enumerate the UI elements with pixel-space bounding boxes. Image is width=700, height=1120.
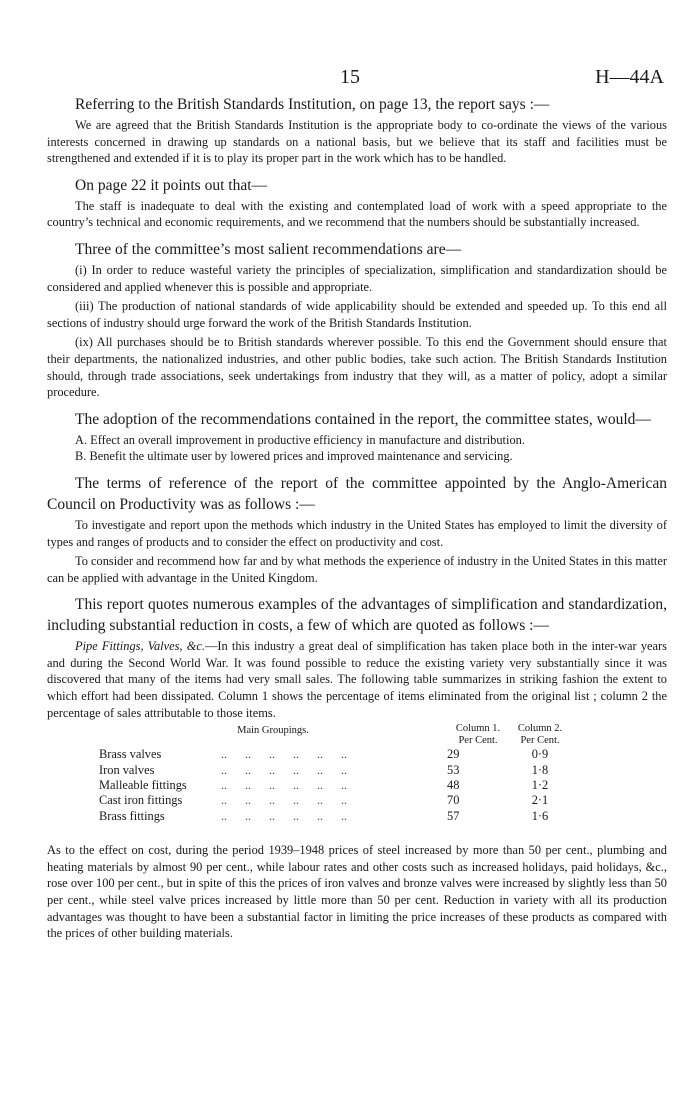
quoted-paragraph: To consider and recommend how far and by what methods the experience of industry in the United States in this matter can be applied with advantage in the United Kingdom. xyxy=(47,554,667,585)
column-1-value: 48 xyxy=(447,778,460,793)
header-main-groupings: Main Groupings. xyxy=(237,725,309,737)
column-1-value: 70 xyxy=(447,793,460,808)
leader-dots: .. .. .. .. .. .. xyxy=(221,808,347,823)
closing-paragraph: As to the effect on cost, during the period 1939–1948 prices of steel increased by more than 50 per cent., plumbing and heating materials by almost 90 per cent., while labour rates and other costs such as increased holidays, paid holidays, &c., rose over 100 per cent., but in spite of this the prices of iron valves and bronze valves were increased by slightly less than 50 per cent., while steel valve prices increased by little more than 50 per cent. Reduction in variety with all its production advantages was thought to have been a substantial factor in limiting the price increases of these products as compared with the prices of other building materials. xyxy=(47,843,667,941)
row-label: Malleable fittings xyxy=(99,778,187,793)
row-label: Cast iron fittings xyxy=(99,793,183,808)
table-row xyxy=(99,778,571,793)
quoted-paragraph: The staff is inadequate to deal with the existing and contemplated load of work with a speed appropriate to the country’s technical and economic requirements, and we recommend that the numbers should be substantially increased. xyxy=(47,198,667,230)
table-row xyxy=(99,747,571,762)
pipe-fittings-text: —In this industry a great deal of simplification has taken place both in the inter-war years and during the Second World War. It was found possible to reduce the existing variety very substantially since it was discovered that many of the items had very small sales. The following table summarizes in striking fashion the extent to which effort had been dissipated. Column 1 shows the percentage of items eliminated from the original list ; column 2 the percentage of sales attributable to those items. xyxy=(47,639,667,720)
recommendation-item: (ix) All purchases should be to British standards wherever possible. To this end the Government should ensure that their departments, the nationalized industries, and other public bodies, take such action. The British Standards Institution should, through trade associations, seek undertakings from industry that they will, as a matter of policy, adopt a similar procedure. xyxy=(47,335,667,400)
row-label: Iron valves xyxy=(99,762,155,777)
quoted-paragraph: We are agreed that the British Standards Institution is the appropriate body to co-ordinate the views of the various interests concerned in drawing up standards on a national basis, but we believe that its staff and facilities must be strengthened and extended if it is to play its proper part in the work which has to be handled. xyxy=(47,118,667,166)
groupings-table xyxy=(99,723,571,824)
row-label: Brass fittings xyxy=(99,808,165,823)
lead-paragraph: On page 22 it points out that— xyxy=(75,176,268,194)
lead-paragraph: The terms of reference of the report of the committee appointed by the Anglo-American Council on Productivity was as follows :— xyxy=(47,474,667,513)
lead-paragraph: The adoption of the recommendations contained in the report, the committee states, would— xyxy=(75,410,651,428)
column-2-value: 1·6 xyxy=(531,808,549,823)
column-1-unit: Per Cent. xyxy=(458,735,498,747)
column-1-value: 57 xyxy=(447,808,460,823)
leader-dots: .. .. .. .. .. .. xyxy=(221,778,347,793)
outcome-item: A. Effect an overall improvement in productive efficiency in manufacture and distribution. xyxy=(75,432,525,447)
table-header-row xyxy=(99,723,571,747)
column-1-title: Column 1. xyxy=(455,723,501,735)
column-2-unit: Per Cent. xyxy=(520,735,560,747)
leader-dots: .. .. .. .. .. .. xyxy=(221,762,347,777)
page-number: 15 xyxy=(340,66,360,88)
page-body xyxy=(47,94,667,942)
column-2-value: 1·8 xyxy=(531,762,549,777)
column-1-value: 29 xyxy=(447,747,460,762)
row-label: Brass valves xyxy=(99,747,162,762)
column-2-value: 1·2 xyxy=(531,778,549,793)
table-row xyxy=(99,763,571,778)
column-2-value: 0·9 xyxy=(531,747,549,762)
column-2-value: 2·1 xyxy=(531,793,549,808)
pipe-fittings-paragraph xyxy=(47,638,667,721)
header-column-2 xyxy=(509,723,571,747)
pipe-fittings-heading: Pipe Fittings, Valves, &c. xyxy=(75,639,205,654)
lead-paragraph: This report quotes numerous examples of the advantages of simplification and standardization, including substantial reduction in costs, a few of which are quoted as follows :— xyxy=(47,596,667,635)
lead-paragraph: Referring to the British Standards Institution, on page 13, the report says :— xyxy=(75,96,550,113)
document-code: H—44A xyxy=(595,66,664,88)
column-2-title: Column 2. xyxy=(517,723,563,735)
column-1-value: 53 xyxy=(447,762,460,777)
recommendation-item: (iii) The production of national standards of wide applicability should be extended and speeded up. To this end all sections of industry should urge forward the work of the British Standards Institution. xyxy=(47,299,667,330)
table-row xyxy=(99,793,571,808)
leader-dots: .. .. .. .. .. .. xyxy=(221,793,347,808)
outcome-item: B. Benefit the ultimate user by lowered prices and improved maintenance and servicing. xyxy=(75,449,513,464)
quoted-paragraph: To investigate and report upon the methods which industry in the United States has employed to limit the diversity of types and ranges of products and to consider the effect on productivity and cost. xyxy=(47,517,667,549)
lead-paragraph: Three of the committee’s most salient recommendations are— xyxy=(75,240,462,258)
recommendation-item: (i) In order to reduce wasteful variety the principles of specialization, simplification and standardization should be considered and applied whenever this is possible and appropriate. xyxy=(47,262,667,294)
leader-dots: .. .. .. .. .. .. xyxy=(221,747,347,762)
table-row xyxy=(99,809,571,824)
header-column-1 xyxy=(447,723,509,747)
